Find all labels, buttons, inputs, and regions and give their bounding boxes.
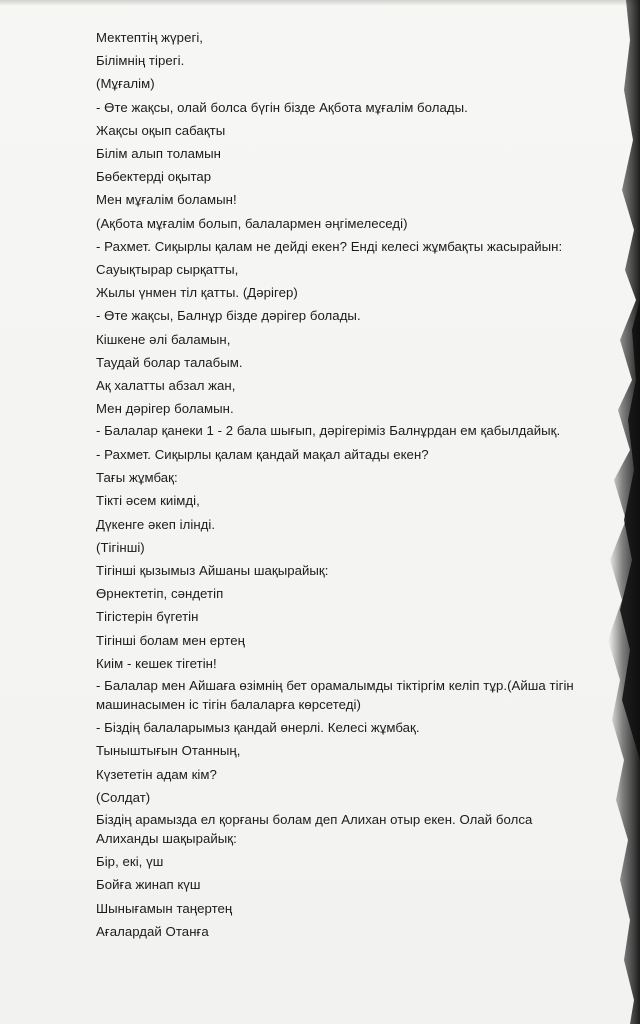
page-top-edge — [0, 0, 640, 6]
text-line: Шынығамын таңертең — [96, 900, 233, 916]
text-line: Білім алып толамын — [96, 146, 221, 162]
text-line: Тігінші қызымыз Айшаны шақырайық: — [96, 563, 329, 579]
text-line: Мен дәрігер боламын. — [96, 401, 234, 417]
text-line: Тыныштығын Отанның, — [96, 743, 241, 759]
text-line: Сауықтырар сырқатты, — [96, 262, 239, 278]
text-line: - Рахмет. Сиқырлы қалам не дейді екен? Енді келесі жұмбақты жасырайын: — [96, 238, 563, 254]
text-line: (Мұғалім) — [96, 76, 155, 92]
text-line: Тігістерін бүгетін — [96, 609, 199, 625]
text-line: Ағалардай Отанға — [96, 923, 209, 939]
text-line: Бөбектерді оқытар — [96, 169, 212, 185]
text-line: (Тігінші) — [96, 539, 145, 555]
scan-shadow-right-edge — [600, 0, 640, 1024]
text-line: Киім - кешек тігетін! — [96, 655, 217, 671]
text-line: - Балалар қанеки 1 - 2 бала шығып, дәрігеріміз Балнұрдан ем қабылдайық. — [96, 423, 561, 439]
text-line: Жақсы оқып сабақты — [96, 122, 226, 138]
text-line: Біздің арамызда ел қорғаны болам деп Алихан отыр екен. Олай болса Алиханды шақырайық: — [96, 812, 533, 846]
text-line: Тігінші болам мен ертең — [96, 632, 245, 648]
text-line: - Өте жақсы, олай болса бүгін бізде Ақбота мұғалім болады. — [96, 99, 468, 115]
text-line: Ақ халатты абзал жан, — [96, 378, 236, 394]
text-line: Тікті әсем киімді, — [96, 493, 200, 509]
text-line: (Солдат) — [96, 789, 151, 805]
text-line: - Біздің балаларымыз қандай өнерлі. Келесі жұмбақ. — [96, 720, 420, 736]
text-line: Тағы жұмбақ: — [96, 470, 178, 486]
text-line: - Балалар мен Айшаға өзімнің бет орамалымды тіктіргім келіп тұр.(Айша тігін машинасымен іс тігін балаларға көрсетеді) — [96, 678, 574, 712]
text-line: Күзететін адам кім? — [96, 766, 217, 782]
text-line: Дүкенге әкеп ілінді. — [96, 516, 216, 532]
text-line: Мектептің жүрегі, — [96, 30, 204, 45]
text-line: Таудай болар талабым. — [96, 354, 243, 370]
text-line: Кішкене әлі баламын, — [96, 331, 231, 347]
text-line: Жылы үнмен тіл қатты. (Дәрігер) — [96, 285, 298, 301]
text-line: Бір, екі, үш — [96, 854, 164, 870]
document-body — [96, 26, 596, 943]
text-line: Өрнектетіп, сәндетіп — [96, 586, 224, 602]
text-line: (Ақбота мұғалім болып, балалармен әңгімелеседі) — [96, 215, 408, 231]
text-line: - Өте жақсы, Балнұр бізде дәрігер болады. — [96, 308, 361, 324]
text-line: - Рахмет. Сиқырлы қалам қандай мақал айтады екен? — [96, 447, 429, 463]
text-line: Мен мұғалім боламын! — [96, 192, 237, 208]
text-line: Бойға жинап күш — [96, 877, 201, 893]
text-line: Білімнің тірегі. — [96, 53, 185, 69]
